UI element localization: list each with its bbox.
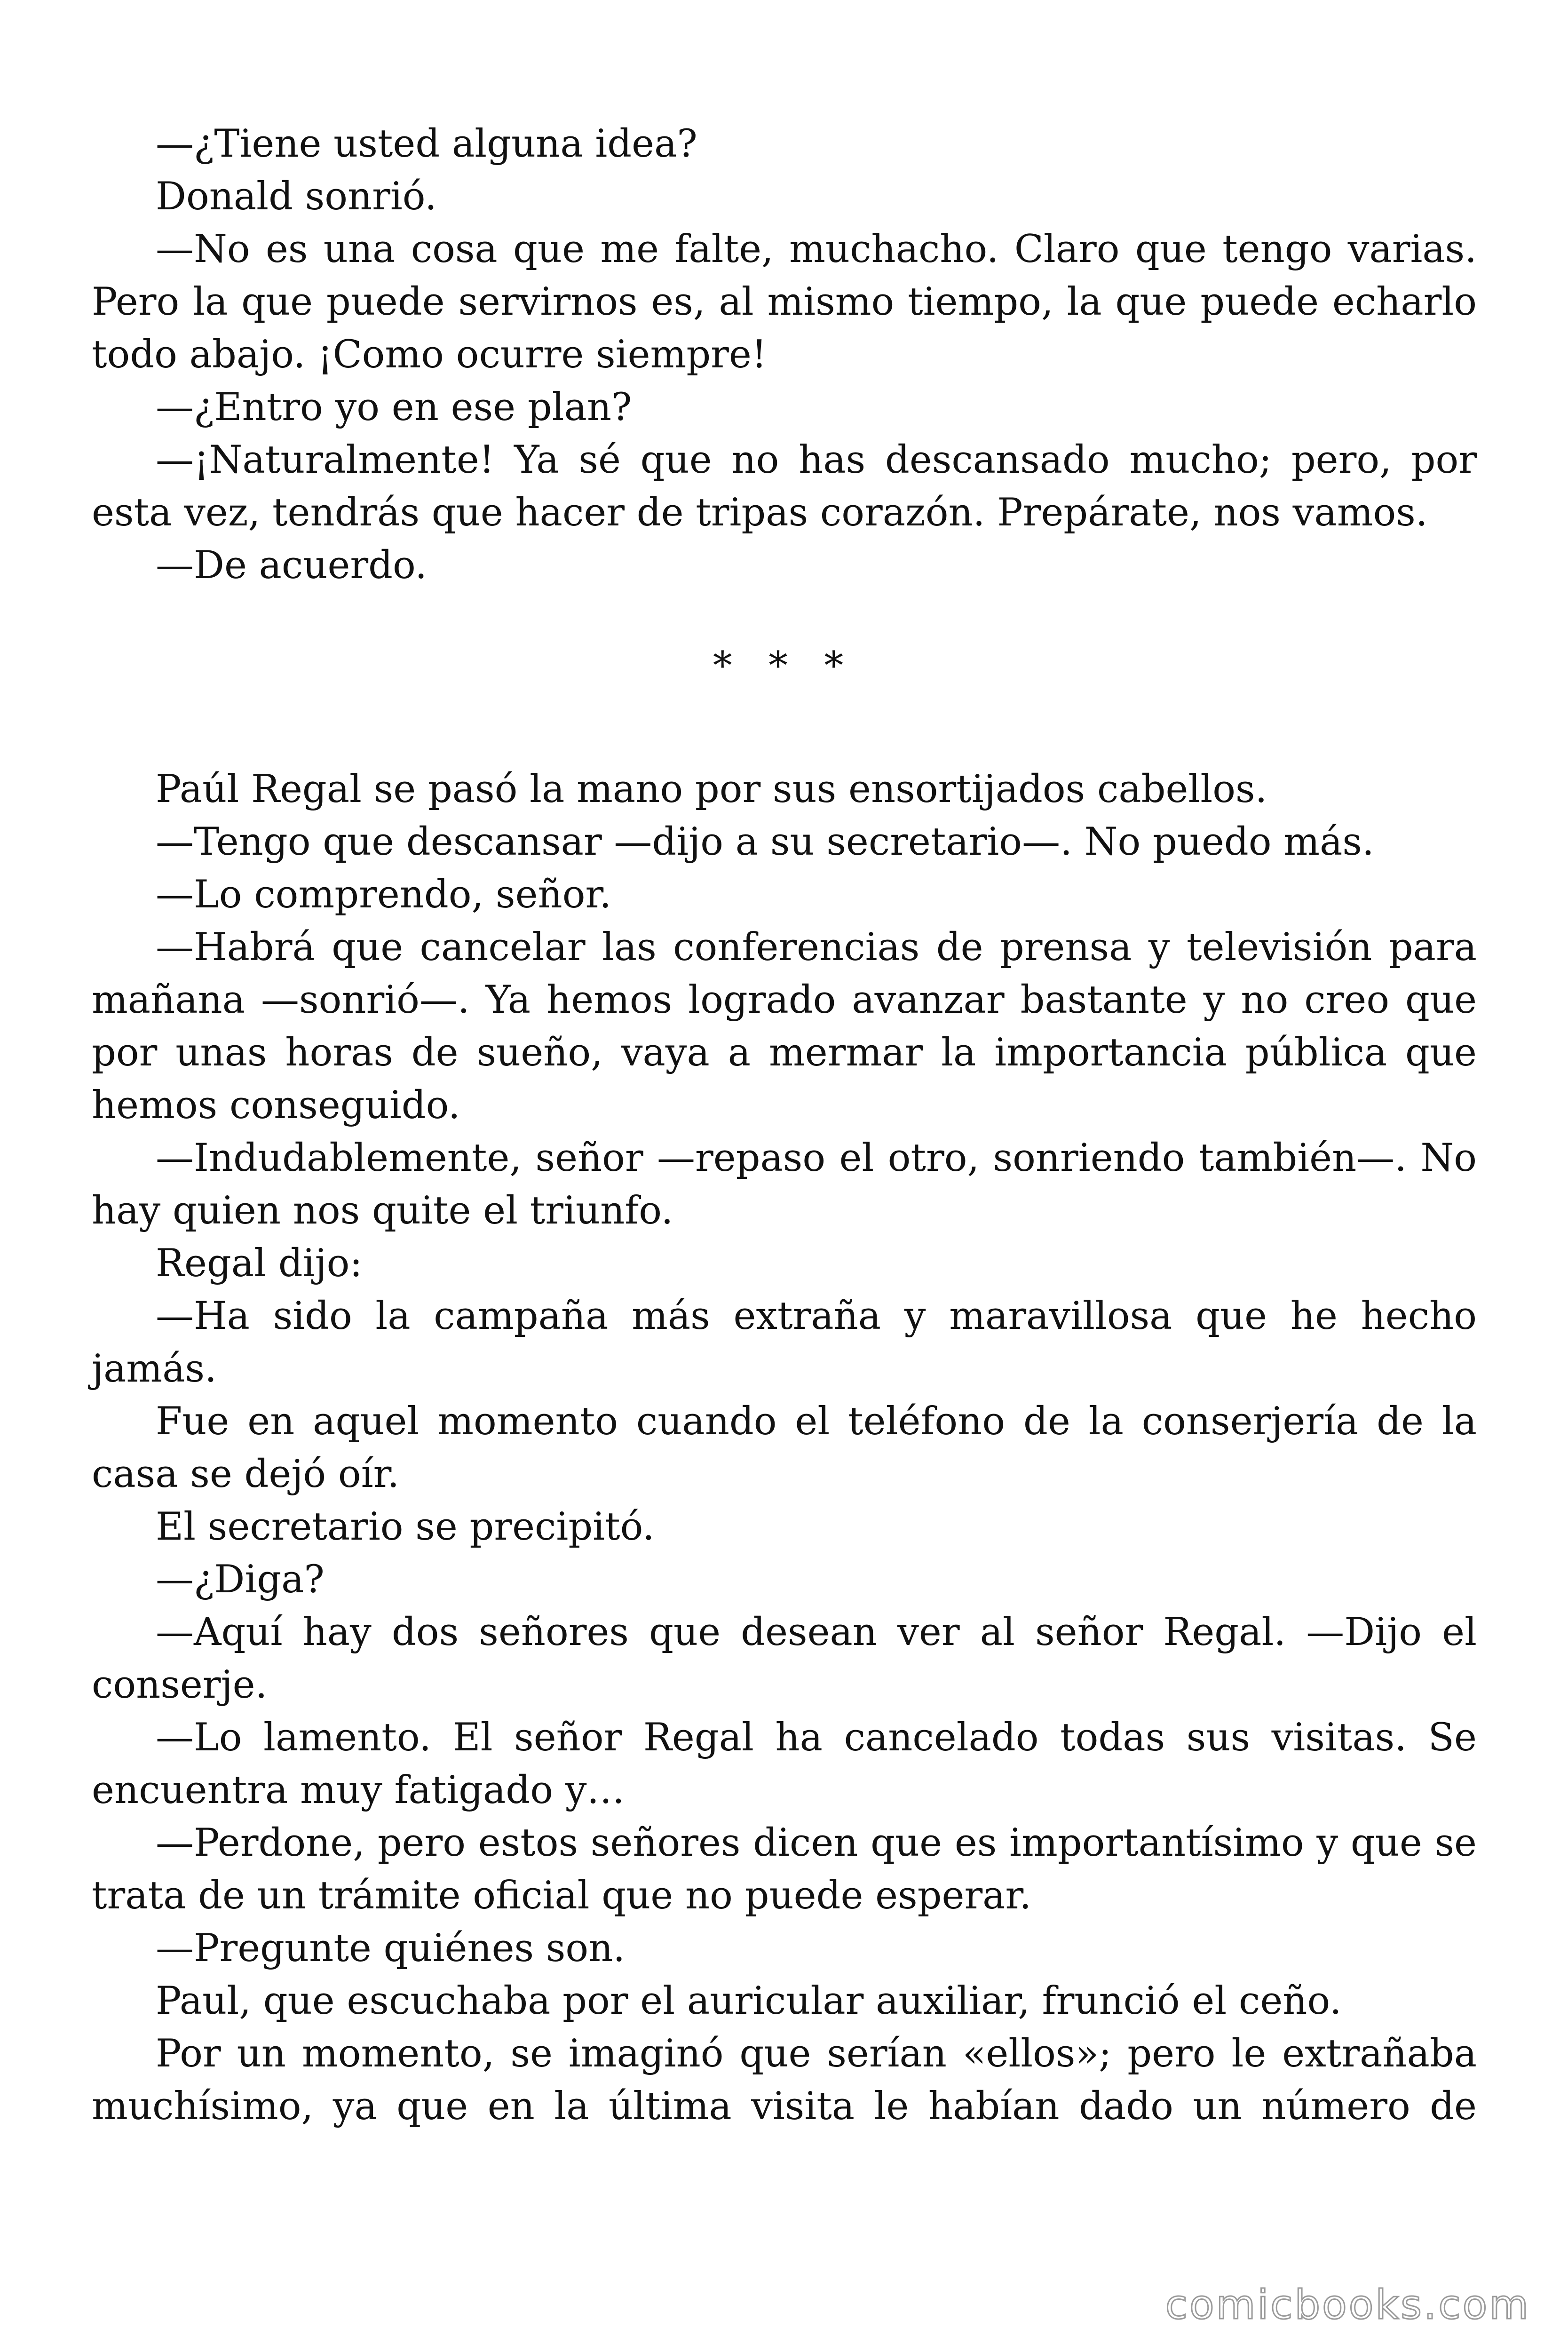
text-block-after-break <box>92 763 1477 2133</box>
text-block-before-break <box>92 118 1477 592</box>
paragraph: —Lo comprendo, señor. <box>156 873 612 917</box>
paragraph: —No es una cosa que me falte, muchacho. Claro que tengo varias. Pero la que puede servirnos es, al mismo tiempo, la que puede echarlo todo abajo. ¡Como ocurre siempre! <box>92 227 1477 377</box>
paragraph: —Ha sido la campaña más extraña y maravillosa que he hecho jamás. <box>92 1294 1477 1391</box>
paragraph: —Lo lamento. El señor Regal ha cancelado todas sus visitas. Se encuentra muy fatigado y… <box>92 1716 1477 1812</box>
paragraph: Paúl Regal se pasó la mano por sus ensortijados cabellos. <box>156 767 1267 811</box>
paragraph: —Pregunte quiénes son. <box>156 1926 626 1971</box>
section-break: * * * <box>713 644 855 688</box>
paragraph: Fue en aquel momento cuando el teléfono de la conserjería de la casa se dejó oír. <box>92 1399 1477 1496</box>
paragraph: Donald sonrió. <box>156 175 437 219</box>
paragraph: —¿Diga? <box>156 1557 325 1602</box>
paragraph: —Perdone, pero estos señores dicen que es importantísimo y que se trata de un trámite oficial que no puede esperar. <box>92 1821 1477 1918</box>
paragraph: El secretario se precipitó. <box>156 1505 655 1549</box>
paragraph: —Habrá que cancelar las conferencias de prensa y televisión para mañana —sonrió—. Ya hemos logrado avanzar bastante y no creo que por unas horas de sueño, vaya a mermar la importancia pública que hemos conseguido. <box>92 925 1477 1128</box>
paragraph: —De acuerdo. <box>156 543 428 588</box>
paragraph: —¿Tiene usted alguna idea? <box>156 122 697 166</box>
paragraph: —Tengo que descansar —dijo a su secretario—. No puedo más. <box>156 820 1374 864</box>
paragraph: —¿Entro yo en ese plan? <box>156 385 632 429</box>
watermark-logo: comicbooks.com <box>1165 2281 1530 2328</box>
paragraph: —¡Naturalmente! Ya sé que no has descansado mucho; pero, por esta vez, tendrás que hacer de tripas corazón. Prepárate, nos vamos. <box>92 438 1477 535</box>
paragraph: —Aquí hay dos señores que desean ver al señor Regal. —Dijo el conserje. <box>92 1610 1477 1707</box>
paragraph: Paul, que escuchaba por el auricular auxiliar, frunció el ceño. <box>156 1979 1342 2023</box>
paragraph: —Indudablemente, señor —repaso el otro, sonriendo también—. No hay quien nos quite el triunfo. <box>92 1136 1477 1233</box>
page-body <box>92 118 1477 2133</box>
paragraph: Por un momento, se imaginó que serían «ellos»; pero le extrañaba muchísimo, ya que en la última visita le habían dado un número de <box>92 2032 1477 2129</box>
paragraph: Regal dijo: <box>156 1241 363 1286</box>
